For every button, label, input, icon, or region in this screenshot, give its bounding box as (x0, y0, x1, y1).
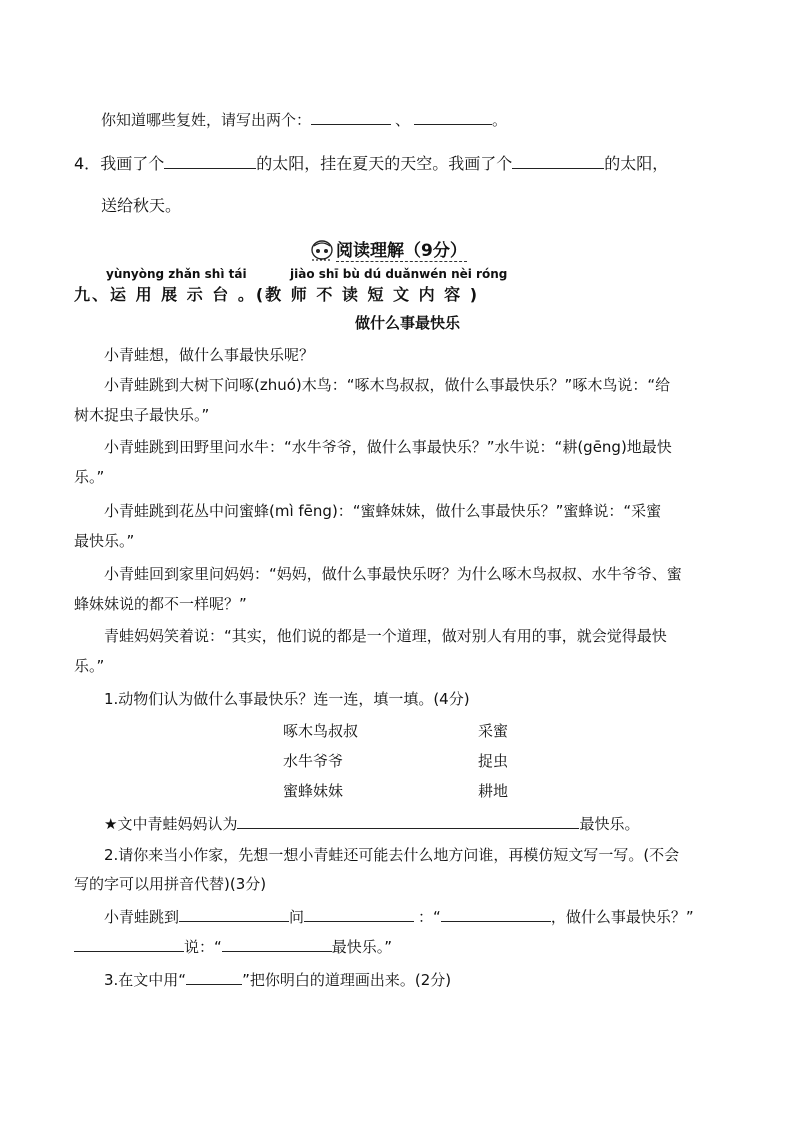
match-left-2[interactable]: 水牛爷爷 (283, 752, 344, 770)
star-question-prefix: ★文中青蛙妈妈认为 (104, 815, 238, 833)
match-right-3[interactable]: 耕地 (478, 782, 509, 800)
paragraph-3-line-1: 小青蛙跳到田野里问水牛：“水牛爷爷，做什么事最快乐？”水牛说：“耕(gēng)地最快 (104, 438, 672, 456)
surname-question-text: 你知道哪些复姓，请写出两个： (101, 111, 312, 129)
sub-question-3 (104, 968, 451, 990)
paragraph-2-line-1: 小青蛙跳到大树下问啄(zhuó)木鸟：“啄木鸟叔叔，做什么事最快乐？”啄木鸟说：“给 (104, 376, 671, 394)
question-4 (74, 151, 668, 174)
writing-text-2: 问 (289, 908, 305, 926)
paragraph-5-line-2: 蜂妹妹说的都不一样呢？” (74, 595, 247, 613)
paragraph-6-line-1: 青蛙妈妈笑着说：“其实，他们说的都是一个道理，做对别人有用的事，就会觉得最快 (104, 627, 667, 645)
question-9-title: 运 用 展 示 台 。(教 师 不 读 短 文 内 容 ) (110, 285, 480, 304)
passage-title: 做什么事最快乐 (355, 314, 461, 332)
writing-line-1 (104, 905, 694, 927)
question-4-text-3: 的太阳， (604, 154, 669, 173)
star-question-suffix: 最快乐。 (579, 815, 640, 833)
speaker-blank[interactable] (74, 935, 184, 952)
paragraph-4-line-2: 最快乐。” (74, 532, 135, 550)
match-right-2[interactable]: 捉虫 (478, 752, 509, 770)
writing-text-1: 小青蛙跳到 (104, 908, 180, 926)
period: 。 (492, 111, 508, 129)
pinyin-line-b: jiào shī bù dú duǎnwén nèi róng (290, 267, 508, 281)
writing-text-5: 说：“ (184, 938, 222, 956)
question-4-line-2: 送给秋天。 (101, 196, 182, 215)
match-left-3[interactable]: 蜜蜂妹妹 (283, 782, 344, 800)
address-blank[interactable] (441, 905, 551, 922)
separator: 、 (395, 111, 411, 129)
match-left-1[interactable]: 啄木鸟叔叔 (283, 722, 359, 740)
sub-question-3-suffix: ”把你明白的道理画出来。(2分) (242, 971, 452, 989)
writing-text-4: ，做什么事最快乐？” (550, 908, 694, 926)
paragraph-2-line-2: 树木捉虫子最快乐。” (74, 406, 210, 424)
answer-blank[interactable] (222, 935, 332, 952)
q4-blank-1[interactable] (164, 152, 256, 169)
reading-icon (308, 238, 336, 264)
surname-blank-2[interactable] (414, 108, 492, 125)
who-blank[interactable] (304, 905, 414, 922)
question-4-number: 4． (74, 154, 101, 173)
section-title: 阅读理解（9分） (336, 241, 467, 261)
paragraph-5-line-1: 小青蛙回到家里问妈妈：“妈妈，做什么事最快乐呀？为什么啄木鸟叔叔、水牛爷爷、蜜 (104, 565, 682, 583)
sub-question-3-prefix: 3.在文中用“ (104, 971, 187, 989)
match-right-1[interactable]: 采蜜 (478, 722, 509, 740)
writing-line-2 (74, 935, 392, 957)
writing-text-6: 最快乐。” (331, 938, 393, 956)
pinyin-line-a: yùnyòng zhǎn shì tái (106, 267, 247, 281)
sub-question-1: 1.动物们认为做什么事最快乐？连一连，填一填。(4分) (104, 690, 470, 708)
question-9-number: 九、 (74, 285, 111, 304)
paragraph-3-line-2: 乐。” (74, 468, 105, 486)
paragraph-1: 小青蛙想，做什么事最快乐呢？ (104, 346, 315, 364)
q4-blank-2[interactable] (512, 152, 604, 169)
writing-text-3: ：“ (418, 908, 441, 926)
sub-question-2-line-1: 2.请你来当小作家，先想一想小青蛙还可能去什么地方问谁，再模仿短文写一写。(不会 (104, 846, 680, 864)
place-blank[interactable] (179, 905, 289, 922)
surname-question (101, 108, 507, 130)
question-9-heading (74, 282, 479, 305)
star-question (104, 812, 639, 834)
underline-sample (186, 968, 242, 985)
question-4-text-1: 我画了个 (100, 154, 165, 173)
sub-question-2-line-2: 写的字可以用拼音代替)(3分) (74, 875, 267, 893)
paragraph-6-line-2: 乐。” (74, 657, 105, 675)
surname-blank-1[interactable] (311, 108, 391, 125)
star-answer-blank[interactable] (237, 812, 579, 829)
question-4-text-2: 的太阳，挂在夏天的天空。我画了个 (256, 154, 513, 173)
section-heading (308, 236, 467, 264)
paragraph-4-line-1: 小青蛙跳到花丛中问蜜蜂(mì fēng)：“蜜蜂妹妹，做什么事最快乐？”蜜蜂说：“采蜜 (104, 502, 662, 520)
